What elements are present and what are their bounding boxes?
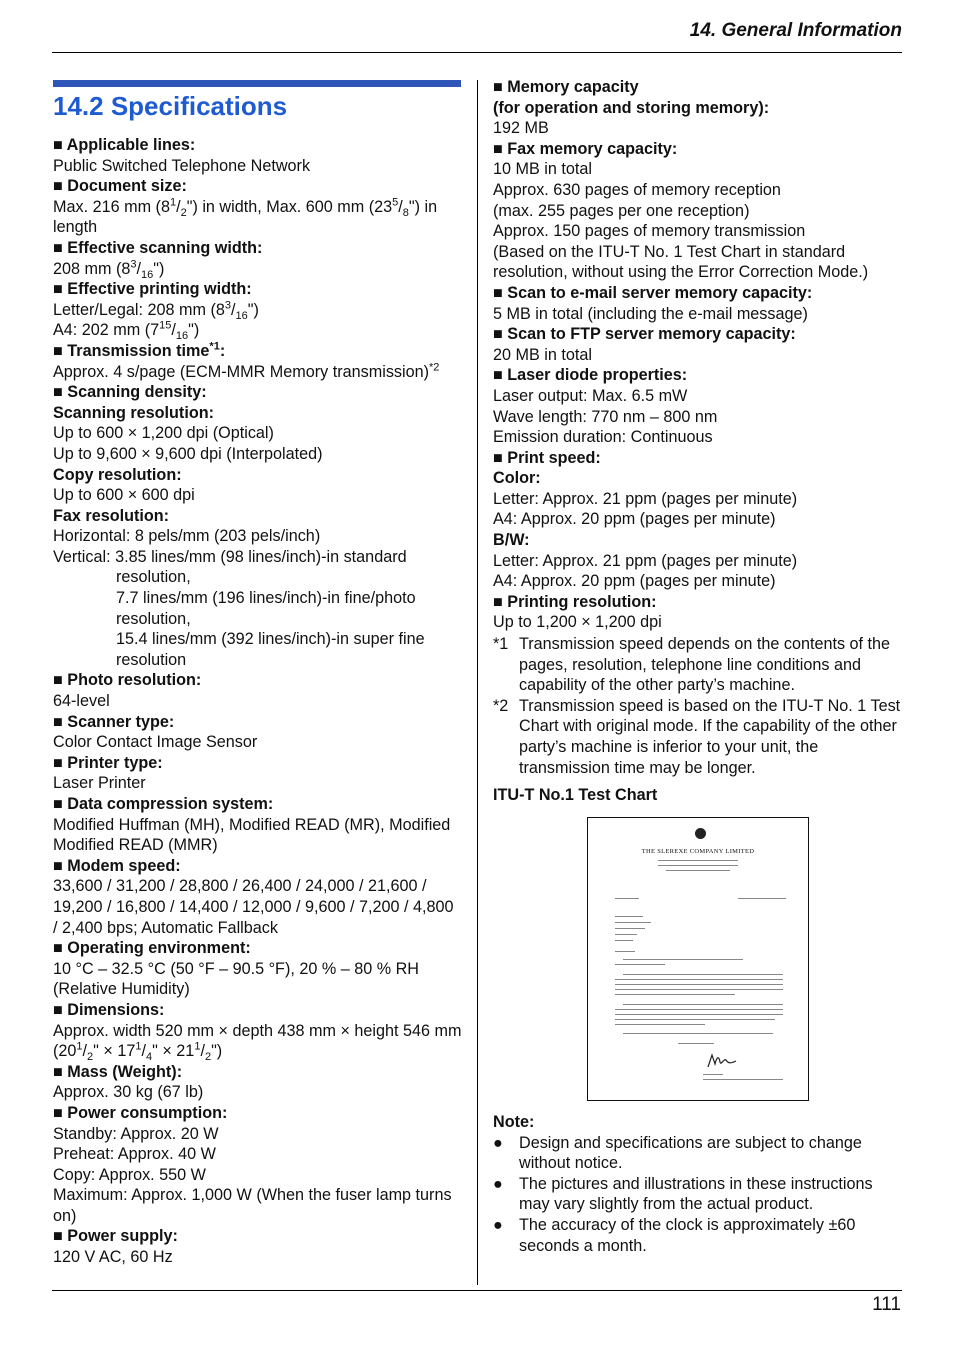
running-header: 14. General Information xyxy=(689,20,902,41)
test-chart-image xyxy=(587,817,809,1101)
spec-value: Laser output: Max. 6.5 mW xyxy=(493,386,688,405)
spec-heading: ■ Scan to FTP server memory capacity: xyxy=(493,325,796,344)
spec-value: resolution, xyxy=(116,568,191,587)
spec-value: Letter/Legal: 208 mm $(8^3/_{16}")$ xyxy=(53,299,259,322)
spec-value: Laser Printer xyxy=(53,774,146,793)
spec-value: 19,200 / 16,800 / 14,400 / 12,000 / 9,600 / 7,200 / 4,800 xyxy=(53,897,454,916)
spec-heading: ■ Scanning density: xyxy=(53,383,207,402)
spec-value: Emission duration: Continuous xyxy=(493,428,713,447)
spec-value: Color Contact Image Sensor xyxy=(53,733,258,752)
spec-value: A4: Approx. 20 ppm (pages per minute) xyxy=(493,510,776,529)
page-number: 111 xyxy=(872,1294,901,1315)
spec-value: 208 mm $(8^3/_{16}")$ xyxy=(53,258,165,281)
spec-value: Approx. 4 s/page (ECM-MMR Memory transmission)$^{*2}$ xyxy=(53,361,440,381)
spec-value: Up to 1,200 × 1,200 dpi xyxy=(493,613,662,632)
spec-heading: ■ Memory capacity xyxy=(493,78,639,96)
spec-value: resolution xyxy=(116,650,187,669)
header-rule xyxy=(52,52,902,53)
spec-heading: ■ Modem speed: xyxy=(53,856,181,875)
spec-value: 33,600 / 31,200 / 28,800 / 26,400 / 24,000 / 21,600 / xyxy=(53,877,427,896)
spec-subheading: B/W: xyxy=(493,531,530,550)
left-column xyxy=(53,135,463,1268)
footnote-2: *2 Transmission speed is based on the ITU-T No. 1 Test Chart with original mode. If the capability of the other party’s machine is inferior to your unit, the transmission time may be longer. xyxy=(493,696,901,777)
spec-heading: ■ Photo resolution: xyxy=(53,671,202,690)
spec-value: Copy: Approx. 550 W xyxy=(53,1165,206,1184)
company-logo-icon xyxy=(695,828,706,839)
signature-icon xyxy=(706,1052,738,1070)
spec-value: Preheat: Approx. 40 W xyxy=(53,1145,216,1164)
footer-rule xyxy=(52,1290,902,1291)
spec-subheading: (for operation and storing memory): xyxy=(493,98,770,117)
spec-value: Approx. 630 pages of memory reception xyxy=(493,180,781,199)
footnote-1: *1 Transmission speed depends on the contents of the pages, resolution, telephone line conditions and capability of the other party’s machine. xyxy=(493,635,891,695)
section-title: 14.2 Specifications xyxy=(53,91,288,121)
spec-value: Approx. 30 kg (67 lb) xyxy=(53,1083,204,1102)
spec-subheading: Copy resolution: xyxy=(53,465,182,484)
spec-value: resolution, without using the Error Correction Mode.) xyxy=(493,263,869,282)
spec-heading: ■ Document size: xyxy=(53,177,187,196)
spec-subheading: Scanning resolution: xyxy=(53,403,214,422)
spec-heading: ■ Transmission time$^{*1}$: xyxy=(53,340,226,360)
spec-value: Letter: Approx. 21 ppm (pages per minute) xyxy=(493,489,798,508)
test-chart-company: THE SLEREXE COMPANY LIMITED xyxy=(641,848,755,855)
spec-value: 64-level xyxy=(53,692,110,711)
spec-heading: ■ Fax memory capacity: xyxy=(493,139,678,158)
spec-value: ($20^1/_2$" × $17^1/_4$" × $21^1/_2$") xyxy=(53,1040,223,1064)
spec-value: (max. 255 pages per one reception) xyxy=(493,201,750,220)
spec-heading: ■ Applicable lines: xyxy=(53,136,196,154)
spec-value: 7.7 lines/mm (196 lines/inch)-in fine/photo xyxy=(116,589,416,608)
list-item: ● The pictures and illustrations in these instructions may vary slightly from the actual product. xyxy=(493,1174,873,1214)
spec-value: 20 MB in total xyxy=(493,345,592,364)
spec-value: Up to 600 × 600 dpi xyxy=(53,486,195,505)
spec-value: 15.4 lines/mm (392 lines/inch)-in super fine xyxy=(116,630,425,649)
column-divider xyxy=(477,80,478,1285)
chart-caption: ITU-T No.1 Test Chart xyxy=(493,786,658,805)
spec-subheading: Fax resolution: xyxy=(53,506,170,525)
right-column xyxy=(493,77,903,806)
section-title-bar xyxy=(53,80,461,87)
spec-value: Standby: Approx. 20 W xyxy=(53,1124,219,1143)
spec-value: A4: Approx. 20 ppm (pages per minute) xyxy=(493,572,776,591)
note-section xyxy=(493,1112,903,1256)
spec-heading: ■ Dimensions: xyxy=(53,1000,165,1019)
spec-heading: ■ Print speed: xyxy=(493,448,601,467)
spec-value: Max. 216 mm $(8^1/_2")$ in width, Max. 600 mm $(23^5/_8")$ in xyxy=(53,196,438,220)
spec-value: (Relative Humidity) xyxy=(53,980,190,999)
spec-heading: ■ Power supply: xyxy=(53,1227,178,1246)
spec-value: Modified Huffman (MH), Modified READ (MR), Modified xyxy=(53,815,451,834)
spec-value: 120 V AC, 60 Hz xyxy=(53,1248,173,1267)
spec-value: 10 °C – 32.5 °C (50 °F – 90.5 °F), 20 % – 80 % RH xyxy=(53,959,419,978)
spec-value: Wave length: 770 nm – 800 nm xyxy=(493,407,718,426)
spec-heading: ■ Printing resolution: xyxy=(493,592,657,611)
spec-heading: ■ Effective printing width: xyxy=(53,280,252,299)
spec-value: on) xyxy=(53,1206,77,1225)
spec-value: 5 MB in total (including the e-mail message) xyxy=(493,304,808,323)
spec-value: Approx. 150 pages of memory transmission xyxy=(493,222,806,241)
spec-value: 192 MB xyxy=(493,119,549,138)
spec-value: Maximum: Approx. 1,000 W (When the fuser lamp turns xyxy=(53,1186,452,1205)
spec-value: length xyxy=(53,218,98,237)
spec-value: 10 MB in total xyxy=(493,160,592,179)
note-heading: Note: xyxy=(493,1113,535,1131)
spec-value: Up to 600 × 1,200 dpi (Optical) xyxy=(53,424,274,443)
spec-heading: ■ Scan to e-mail server memory capacity: xyxy=(493,283,813,302)
spec-value: / 2,400 bps; Automatic Fallback xyxy=(53,918,278,937)
spec-value: Up to 9,600 × 9,600 dpi (Interpolated) xyxy=(53,444,323,463)
spec-value: Vertical: 3.85 lines/mm (98 lines/inch)-in standard xyxy=(53,547,407,566)
spec-heading: ■ Data compression system: xyxy=(53,795,274,813)
spec-heading: ■ Printer type: xyxy=(53,753,163,772)
spec-value: Modified READ (MMR) xyxy=(53,836,218,855)
spec-subheading: Color: xyxy=(493,469,541,488)
spec-value: Horizontal: 8 pels/mm (203 pels/inch) xyxy=(53,527,321,546)
spec-value: A4: 202 mm $(7^{15}/_{16}")$ xyxy=(53,319,200,343)
spec-value: Approx. width 520 mm × depth 438 mm × height 546 mm xyxy=(53,1021,462,1040)
spec-heading: ■ Power consumption: xyxy=(53,1103,228,1122)
spec-value: (Based on the ITU-T No. 1 Test Chart in standard xyxy=(493,242,846,261)
spec-heading: ■ Scanner type: xyxy=(53,712,175,731)
spec-heading: ■ Laser diode properties: xyxy=(493,366,688,385)
spec-value: Letter: Approx. 21 ppm (pages per minute) xyxy=(493,551,798,570)
spec-heading: ■ Operating environment: xyxy=(53,939,251,958)
spec-heading: ■ Effective scanning width: xyxy=(53,238,263,257)
list-item: ● The accuracy of the clock is approximately ±60 seconds a month. xyxy=(493,1215,856,1255)
spec-value: resolution, xyxy=(116,609,191,628)
list-item: ● Design and specifications are subject to change without notice. xyxy=(493,1133,862,1173)
spec-value: Public Switched Telephone Network xyxy=(53,156,311,175)
spec-heading: ■ Mass (Weight): xyxy=(53,1062,183,1081)
